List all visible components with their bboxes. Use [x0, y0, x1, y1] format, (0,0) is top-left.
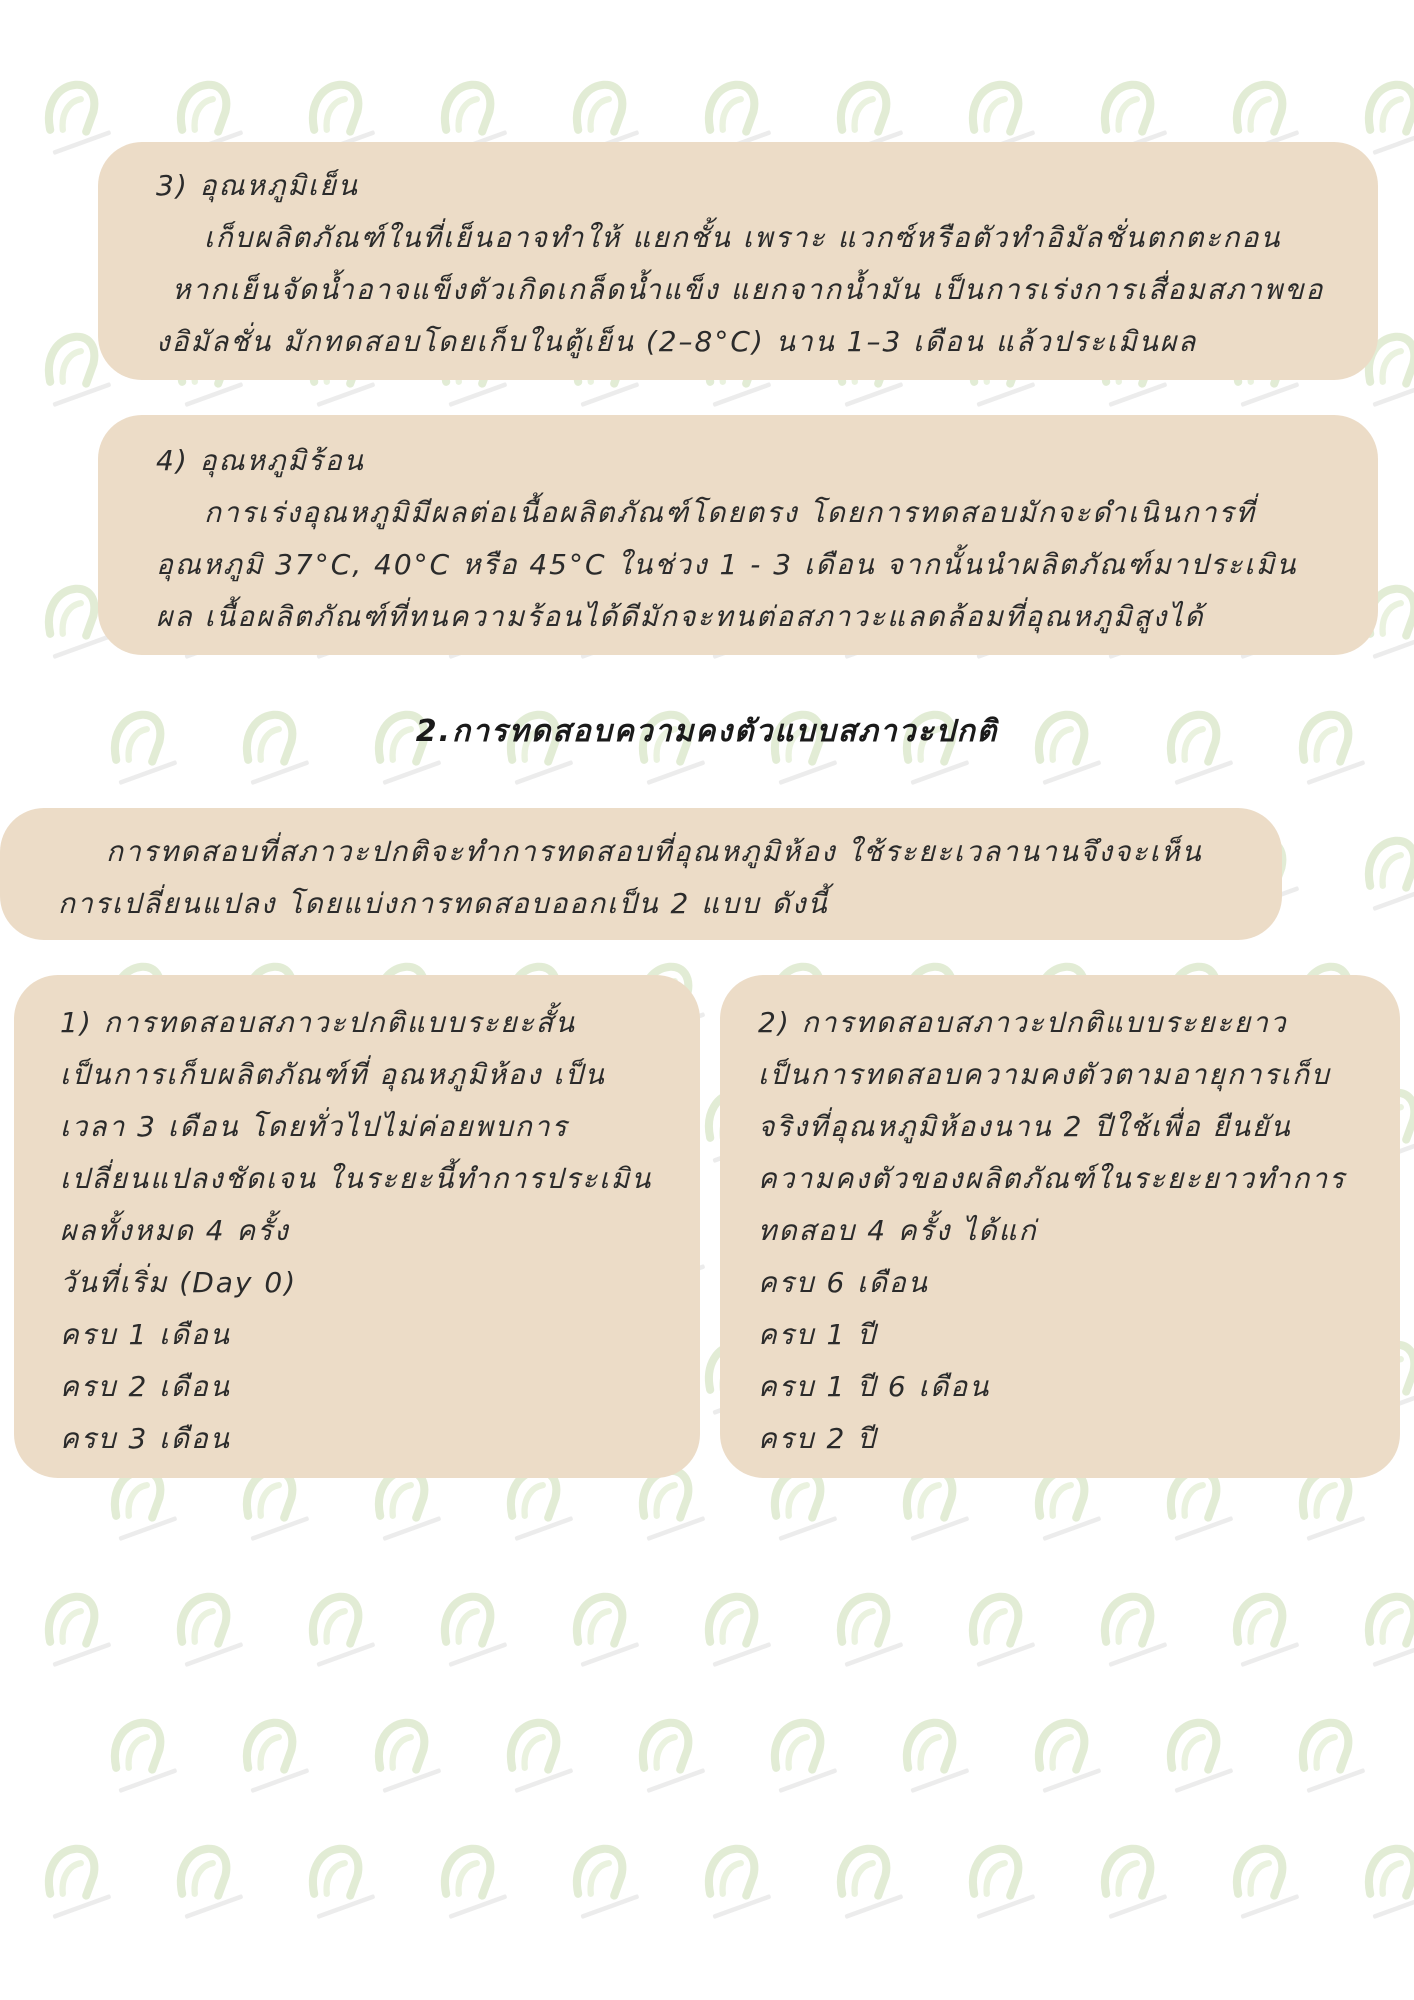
intro-line-1: การทดสอบที่สภาวะปกติจะทำการทดสอบที่อุณหภูมิห้อง ใช้ระยะเวลานานจึงจะเห็น: [106, 835, 1203, 868]
watermark-logo-icon: [1237, 1849, 1299, 1919]
watermark-logo-icon: [907, 1471, 969, 1541]
watermark-logo-icon: [1171, 1471, 1233, 1541]
short-term-line: เปลี่ยนแปลงชัดเจน ในระยะนี้ทำการประเมิน: [60, 1162, 653, 1195]
watermark-logo-icon: [1303, 1471, 1365, 1541]
watermark-logo-icon: [115, 1723, 177, 1793]
watermark-logo-icon: [775, 1723, 837, 1793]
low-temperature-line-3: งอิมัลชั่น มักทดสอบโดยเก็บในตู้เย็น (2–8°C) นาน 1–3 เดือน แล้วประเมินผล: [156, 325, 1198, 358]
watermark-logo-icon: [1303, 1723, 1365, 1793]
long-term-line: ทดสอบ 4 ครั้ง ได้แก่: [758, 1214, 1038, 1247]
watermark-logo-icon: [511, 1471, 573, 1541]
watermark-logo-icon: [181, 1597, 243, 1667]
watermark-logo-icon: [709, 1849, 771, 1919]
long-term-line: 2) การทดสอบสภาวะปกติแบบระยะยาว: [758, 1006, 1288, 1039]
watermark-logo-icon: [1105, 1597, 1167, 1667]
watermark-logo-icon: [379, 1723, 441, 1793]
watermark-logo-icon: [1237, 1597, 1299, 1667]
watermark-logo-icon: [115, 1471, 177, 1541]
short-term-line: วันที่เริ่ม (Day 0): [60, 1266, 298, 1299]
watermark-logo-icon: [1369, 841, 1414, 911]
watermark-logo-icon: [379, 1471, 441, 1541]
low-temperature-line-2: หากเย็นจัดน้ำอาจแข็งตัวเกิดเกล็ดน้ำแข็ง แยกจากน้ำมัน เป็นการเร่งการเสื่อมสภาพขอ: [172, 273, 1325, 306]
watermark-logo-icon: [643, 1723, 705, 1793]
watermark-logo-icon: [841, 1597, 903, 1667]
short-term-line: 1) การทดสอบสภาวะปกติแบบระยะสั้น: [60, 1006, 576, 1039]
watermark-logo-icon: [313, 1849, 375, 1919]
watermark-logo-icon: [577, 1849, 639, 1919]
section-heading: 2.การทดสอบความคงตัวแบบสภาวะปกติ: [415, 714, 999, 749]
long-term-line: ครบ 2 ปี: [758, 1422, 877, 1455]
watermark-logo-icon: [1369, 1597, 1414, 1667]
watermark-logo-icon: [1369, 1849, 1414, 1919]
low-temperature-line-1: เก็บผลิตภัณฑ์ในที่เย็นอาจทำให้ แยกชั้น เพราะ แวกซ์หรือตัวทำอิมัลชั่นตกตะกอน: [204, 221, 1282, 254]
long-term-line: เป็นการทดสอบความคงตัวตามอายุการเก็บ: [758, 1058, 1331, 1091]
high-temperature-line-1: การเร่งอุณหภูมิมีผลต่อเนื้อผลิตภัณฑ์โดยตรง โดยการทดสอบมักจะดำเนินการที่: [204, 496, 1257, 529]
watermark-logo-icon: [973, 1597, 1035, 1667]
high-temperature-line-2: อุณหภูมิ 37°C, 40°C หรือ 45°C ในช่วง 1 - 3 เดือน จากนั้นนำผลิตภัณฑ์มาประเมิน: [156, 548, 1298, 581]
watermark-logo-icon: [49, 1597, 111, 1667]
watermark-logo-icon: [247, 1723, 309, 1793]
long-term-line: ครบ 6 เดือน: [758, 1266, 929, 1299]
watermark-logo-icon: [1369, 85, 1414, 155]
watermark-logo-icon: [247, 1471, 309, 1541]
short-term-line: ผลทั้งหมด 4 ครั้ง: [60, 1214, 290, 1247]
watermark-logo-icon: [511, 1723, 573, 1793]
short-term-line: ครบ 1 เดือน: [60, 1318, 231, 1351]
watermark-logo-icon: [181, 1849, 243, 1919]
watermark-logo-icon: [445, 1597, 507, 1667]
watermark-logo-icon: [841, 1849, 903, 1919]
short-term-line: เป็นการเก็บผลิตภัณฑ์ที่ อุณหภูมิห้อง เป็น: [60, 1058, 606, 1091]
watermark-logo-icon: [313, 1597, 375, 1667]
long-term-test-card: [720, 975, 1400, 1478]
watermark-logo-icon: [1171, 1723, 1233, 1793]
short-term-line: เวลา 3 เดือน โดยทั่วไปไม่ค่อยพบการ: [60, 1110, 569, 1143]
long-term-line: ครบ 1 ปี 6 เดือน: [758, 1370, 991, 1403]
normal-condition-intro-card: [0, 808, 1282, 940]
short-term-line: ครบ 3 เดือน: [60, 1422, 231, 1455]
watermark-logo-icon: [709, 1597, 771, 1667]
watermark-logo-icon: [907, 1723, 969, 1793]
long-term-line: ความคงตัวของผลิตภัณฑ์ในระยะยาวทำการ: [758, 1162, 1347, 1195]
high-temperature-line-3: ผล เนื้อผลิตภัณฑ์ที่ทนความร้อนได้ดีมักจะทนต่อสภาวะแลดล้อมที่อุณหภูมิสูงได้: [156, 600, 1205, 633]
low-temperature-heading: 3) อุณหภูมิเย็น: [156, 169, 359, 202]
watermark-logo-icon: [1039, 1471, 1101, 1541]
high-temperature-card: [98, 415, 1378, 655]
watermark-logo-icon: [973, 1849, 1035, 1919]
short-term-line: ครบ 2 เดือน: [60, 1370, 231, 1403]
high-temperature-heading: 4) อุณหภูมิร้อน: [156, 444, 365, 477]
watermark-logo-icon: [1039, 1723, 1101, 1793]
watermark-logo-icon: [775, 1471, 837, 1541]
intro-line-2: การเปลี่ยนแปลง โดยแบ่งการทดสอบออกเป็น 2 แบบ ดังนี้: [58, 887, 829, 920]
low-temperature-card: [98, 142, 1378, 380]
watermark-logo-icon: [577, 1597, 639, 1667]
short-term-test-card: [14, 975, 700, 1478]
watermark-logo-icon: [643, 1471, 705, 1541]
watermark-logo-icon: [49, 1849, 111, 1919]
watermark-logo-icon: [1105, 1849, 1167, 1919]
watermark-logo-icon: [445, 1849, 507, 1919]
long-term-line: จริงที่อุณหภูมิห้องนาน 2 ปีใช้เพื่อ ยืนยัน: [758, 1110, 1292, 1143]
watermark-logo-icon: [49, 85, 111, 155]
long-term-line: ครบ 1 ปี: [758, 1318, 877, 1351]
